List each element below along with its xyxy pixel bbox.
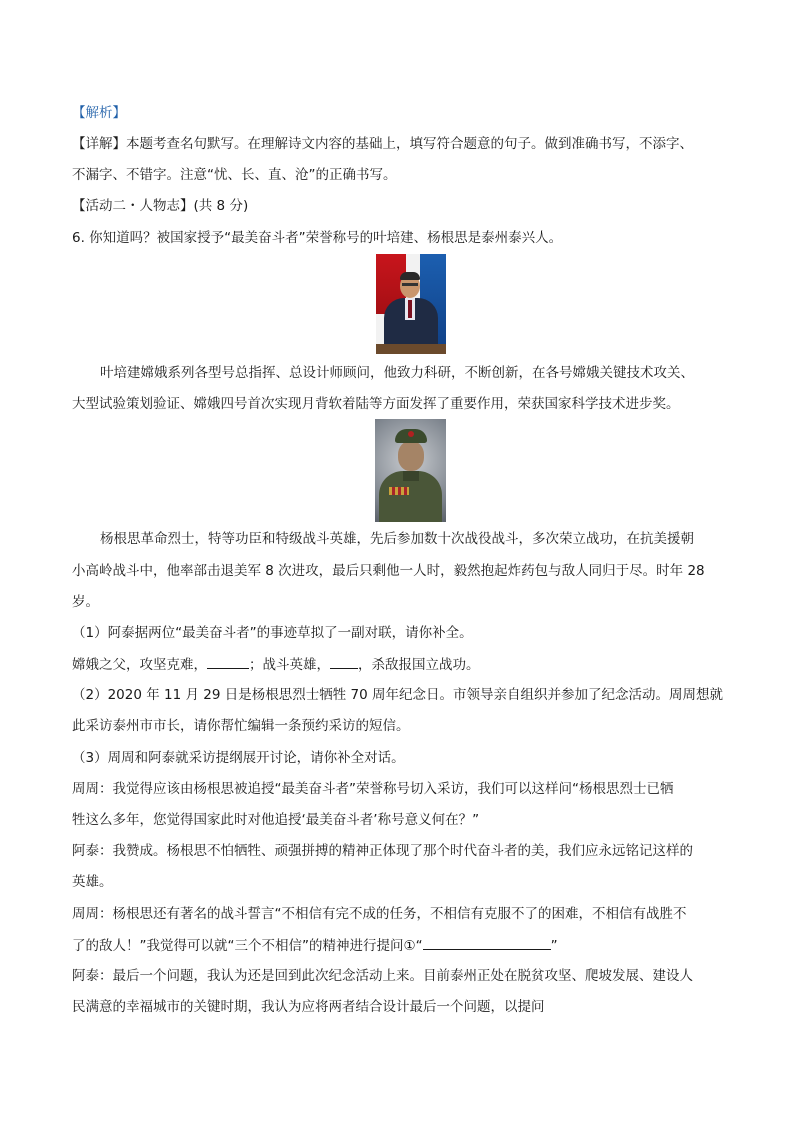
activity-heading: 【活动二・人物志】(共 8 分) [72, 198, 249, 214]
answer-blank-1[interactable] [423, 935, 551, 950]
tai-dialogue-2-line-1: 阿泰：最后一个问题，我认为还是回到此次纪念活动上来。目前泰州正处在脱贫攻坚、爬坡发展、建设人 [72, 968, 693, 984]
yang-gensi-text-1: 杨根思革命烈士，特等功臣和特级战斗英雄，先后参加数十次战役战斗，多次荣立战功，在抗美援朝 [100, 531, 694, 547]
detail-line-2: 不漏字、不错字。注意“忧、长、直、沧”的正确书写。 [72, 167, 397, 183]
sub-question-1-prompt: （1）阿泰据两位“最美奋斗者”的事迹草拟了一副对联，请你补全。 [72, 625, 473, 641]
zhou-dialogue-2-line-1: 周周：杨根思还有著名的战斗誓言“不相信有完不成的任务，不相信有克服不了的困难，不相信有战胜不 [72, 906, 687, 922]
zhou-dialogue-2-line-2 [72, 935, 722, 956]
ye-peijian-text-2: 大型试验策划验证、嫦娥四号首次实现月背软着陆等方面发挥了重要作用，荣获国家科学技术进步奖。 [72, 396, 680, 412]
tai-dialogue-2-line-2: 民满意的幸福城市的关键时期，我认为应将两者结合设计最后一个问题，以提问 [72, 999, 545, 1015]
couplet-separator: ；战斗英雄， [249, 657, 330, 673]
tai-dialogue-1-line-1: 阿泰：我赞成。杨根思不怕牺牲、顽强拼搏的精神正体现了那个时代奋斗者的美，我们应永远铭记这样的 [72, 843, 693, 859]
yang-gensi-text-2: 小高岭战斗中，他率部击退美军 8 次进攻，最后只剩他一人时，毅然抱起炸药包与敌人同归于尽。时年 28 [72, 563, 705, 579]
question-6-intro: 6. 你知道吗？被国家授予“最美奋斗者”荣誉称号的叶培建、杨根思是泰州泰兴人。 [72, 230, 563, 246]
couplet-line [72, 654, 722, 675]
couplet-blank-1[interactable] [207, 654, 249, 669]
closing-quote: ” [550, 938, 558, 954]
yang-gensi-photo [375, 419, 446, 522]
sub-question-3-prompt: （3）周周和阿泰就采访提纲展开讨论，请你补全对话。 [72, 750, 405, 766]
ye-peijian-text-1: 叶培建嫦娥系列各型号总指挥、总设计师顾问，他致力科研，不断创新，在各号嫦娥关键技术攻关、 [100, 365, 694, 381]
couplet-blank-2[interactable] [330, 654, 358, 669]
yang-gensi-text-3: 岁。 [72, 594, 99, 610]
sub-question-2-line-1: （2）2020 年 11 月 29 日是杨根思烈士牺牲 70 周年纪念日。市领导亲自组织并参加了纪念活动。周周想就 [72, 687, 724, 703]
couplet-part-a: 嫦娥之父，攻坚克难， [72, 657, 207, 673]
sub-question-2-line-2: 此采访泰州市市长，请你帮忙编辑一条预约采访的短信。 [72, 718, 410, 734]
zhou-dialogue-2-text: 了的敌人！”我觉得可以就“三个不相信”的精神进行提问①“ [72, 938, 423, 954]
ye-peijian-photo [376, 254, 446, 354]
analysis-label: 【解析】 [72, 105, 126, 121]
zhou-dialogue-1-line-1: 周周：我觉得应该由杨根思被追授“最美奋斗者”荣誉称号切入采访，我们可以这样问“杨根思烈士已牺 [72, 781, 674, 797]
zhou-dialogue-1-line-2: 牲这么多年，您觉得国家此时对他追授‘最美奋斗者’称号意义何在？” [72, 812, 480, 828]
detail-line-1: 【详解】本题考查名句默写。在理解诗文内容的基础上，填写符合题意的句子。做到准确书写，不添字、 [72, 136, 693, 152]
couplet-part-b: ，杀敌报国立战功。 [358, 657, 480, 673]
tai-dialogue-1-line-2: 英雄。 [72, 874, 113, 890]
